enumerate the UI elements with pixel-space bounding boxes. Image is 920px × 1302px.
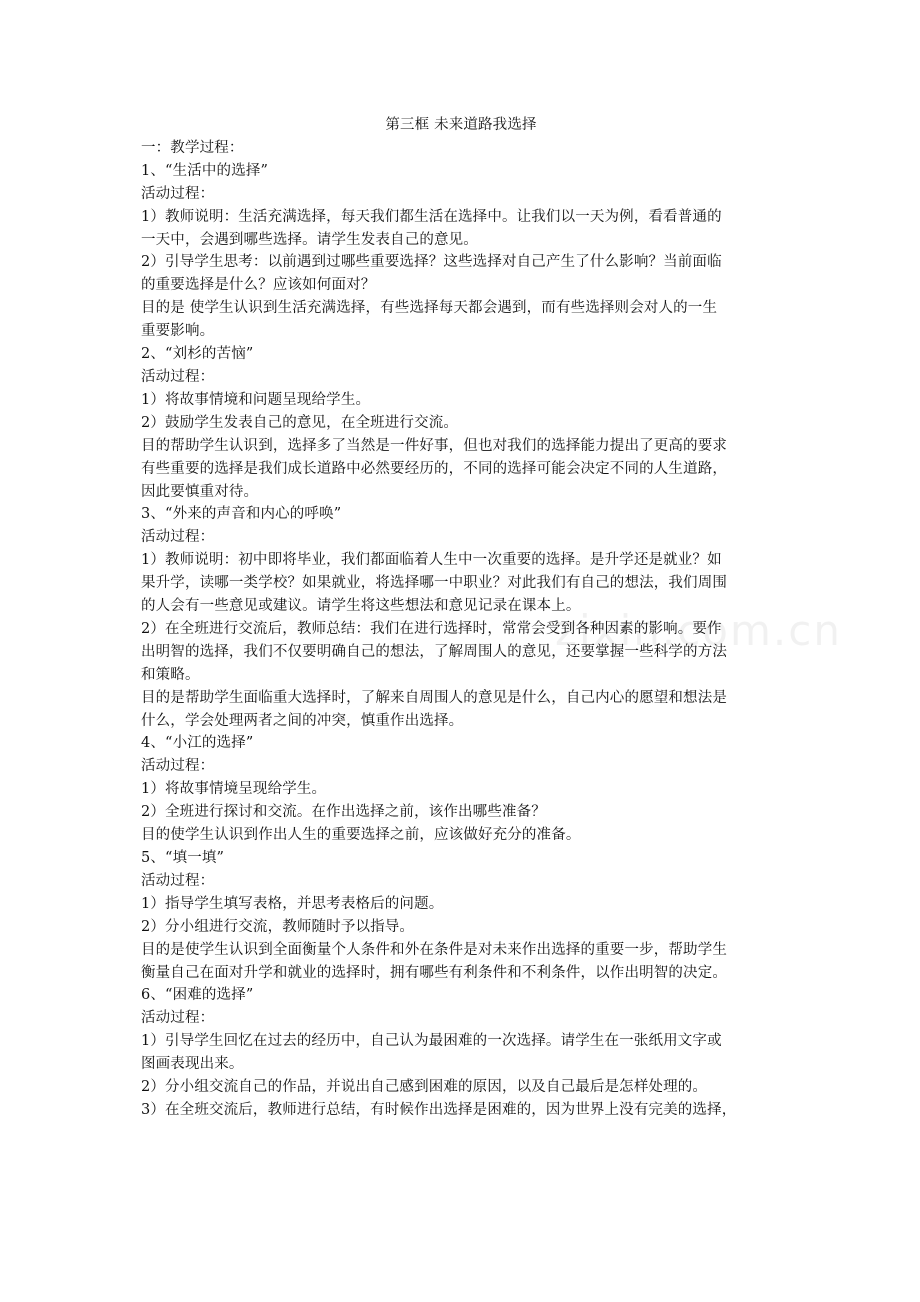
text-line: 出明智的选择，我们不仅要明确自己的想法，了解周围人的意见，还要掌握一些科学的方法 <box>141 643 727 660</box>
text-line: 活动过程： <box>141 529 215 546</box>
text-line: 目的是使学生认识到全面衡量个人条件和外在条件是对未来作出选择的重要一步，帮助学生 <box>141 941 727 958</box>
document-title: 第三框 未来道路我选择 <box>385 117 537 133</box>
text-line: 活动过程： <box>141 758 215 775</box>
text-line: 目的帮助学生认识到，选择多了当然是一件好事，但也对我们的选择能力提出了更高的要求 <box>141 437 727 454</box>
text-line: 3、“外来的声音和内心的呼唤” <box>141 506 342 523</box>
text-line: 活动过程： <box>141 368 215 385</box>
text-line: 1、“生活中的选择” <box>141 162 269 179</box>
text-line: 活动过程： <box>141 872 215 889</box>
text-line: 2）分小组进行交流，教师随时予以指导。 <box>141 918 415 935</box>
text-line: 2）引导学生思考：以前遇到过哪些重要选择？这些选择对自己产生了什么影响？当前面临 <box>141 254 722 271</box>
text-line: 目的使学生认识到作出人生的重要选择之前，应该做好充分的准备。 <box>141 827 581 844</box>
text-line: 2）全班进行探讨和交流。在作出选择之前，该作出哪些准备？ <box>141 804 546 821</box>
text-line: 目的是帮助学生面临重大选择时，了解来自周围人的意见是什么，自己内心的愿望和想法是 <box>141 689 727 706</box>
text-line: 6、“困难的选择” <box>141 987 254 1004</box>
text-line: 的人会有一些意见或建议。请学生将这些想法和意见记录在课本上。 <box>141 598 581 615</box>
text-line: 活动过程： <box>141 185 215 202</box>
watermark: zixin.com.cn <box>555 606 842 655</box>
text-line: 果升学，读哪一类学校？如果就业，将选择哪一中职业？对此我们有自己的想法，我们周围 <box>141 575 727 592</box>
text-line: 2、“刘杉的苦恼” <box>141 346 254 363</box>
text-line: 1）将故事情境和问题呈现给学生。 <box>141 391 371 408</box>
text-line: 目的是 使学生认识到生活充满选择，有些选择每天都会遇到，而有些选择则会对人的一生 <box>141 300 718 317</box>
text-line: 2）鼓励学生发表自己的意见，在全班进行交流。 <box>141 414 459 431</box>
text-line: 5、“填一填” <box>141 850 225 866</box>
document-body <box>141 114 781 1122</box>
text-line: 3）在全班交流后，教师进行总结，有时候作出选择是困难的，因为世界上没有完美的选择， <box>141 1101 737 1118</box>
text-line: 图画表现出来。 <box>141 1056 244 1073</box>
text-line: 活动过程： <box>141 1010 215 1027</box>
text-line: 一：教学过程： <box>141 139 244 156</box>
text-line: 1）指导学生填写表格，并思考表格后的问题。 <box>141 895 444 912</box>
text-line: 2）分小组交流自己的作品，并说出自己感到困难的原因，以及自己最后是怎样处理的。 <box>141 1079 708 1096</box>
text-line: 什么，学会处理两者之间的冲突，慎重作出选择。 <box>141 712 464 729</box>
text-line: 和策略。 <box>141 666 200 683</box>
text-line: 2）在全班进行交流后，教师总结：我们在进行选择时，常常会受到各种因素的影响。要作 <box>141 620 722 637</box>
text-line: 的重要选择是什么？应该如何面对？ <box>141 277 376 294</box>
paragraph-lines <box>141 137 781 1122</box>
text-line: 1）将故事情境呈现给学生。 <box>141 781 327 798</box>
text-line: 因此要慎重对待。 <box>141 483 259 500</box>
text-line: 1）教师说明：生活充满选择，每天我们都生活在选择中。让我们以一天为例，看看普通的 <box>141 208 722 225</box>
text-line: 4、“小江的选择” <box>141 735 254 752</box>
text-line: 衡量自己在面对升学和就业的选择时，拥有哪些有利条件和不利条件，以作出明智的决定。 <box>141 964 727 981</box>
text-line: 重要影响。 <box>141 323 215 340</box>
text-line: 一天中，会遇到哪些选择。请学生发表自己的意见。 <box>141 231 478 248</box>
text-line: 1）教师说明：初中即将毕业，我们都面临着人生中一次重要的选择。是升学还是就业？如 <box>141 552 722 569</box>
text-line: 1）引导学生回忆在过去的经历中，自己认为最困难的一次选择。请学生在一张纸用文字或 <box>141 1033 722 1050</box>
text-line: 有些重要的选择是我们成长道路中必然要经历的，不同的选择可能会决定不同的人生道路， <box>141 460 727 477</box>
